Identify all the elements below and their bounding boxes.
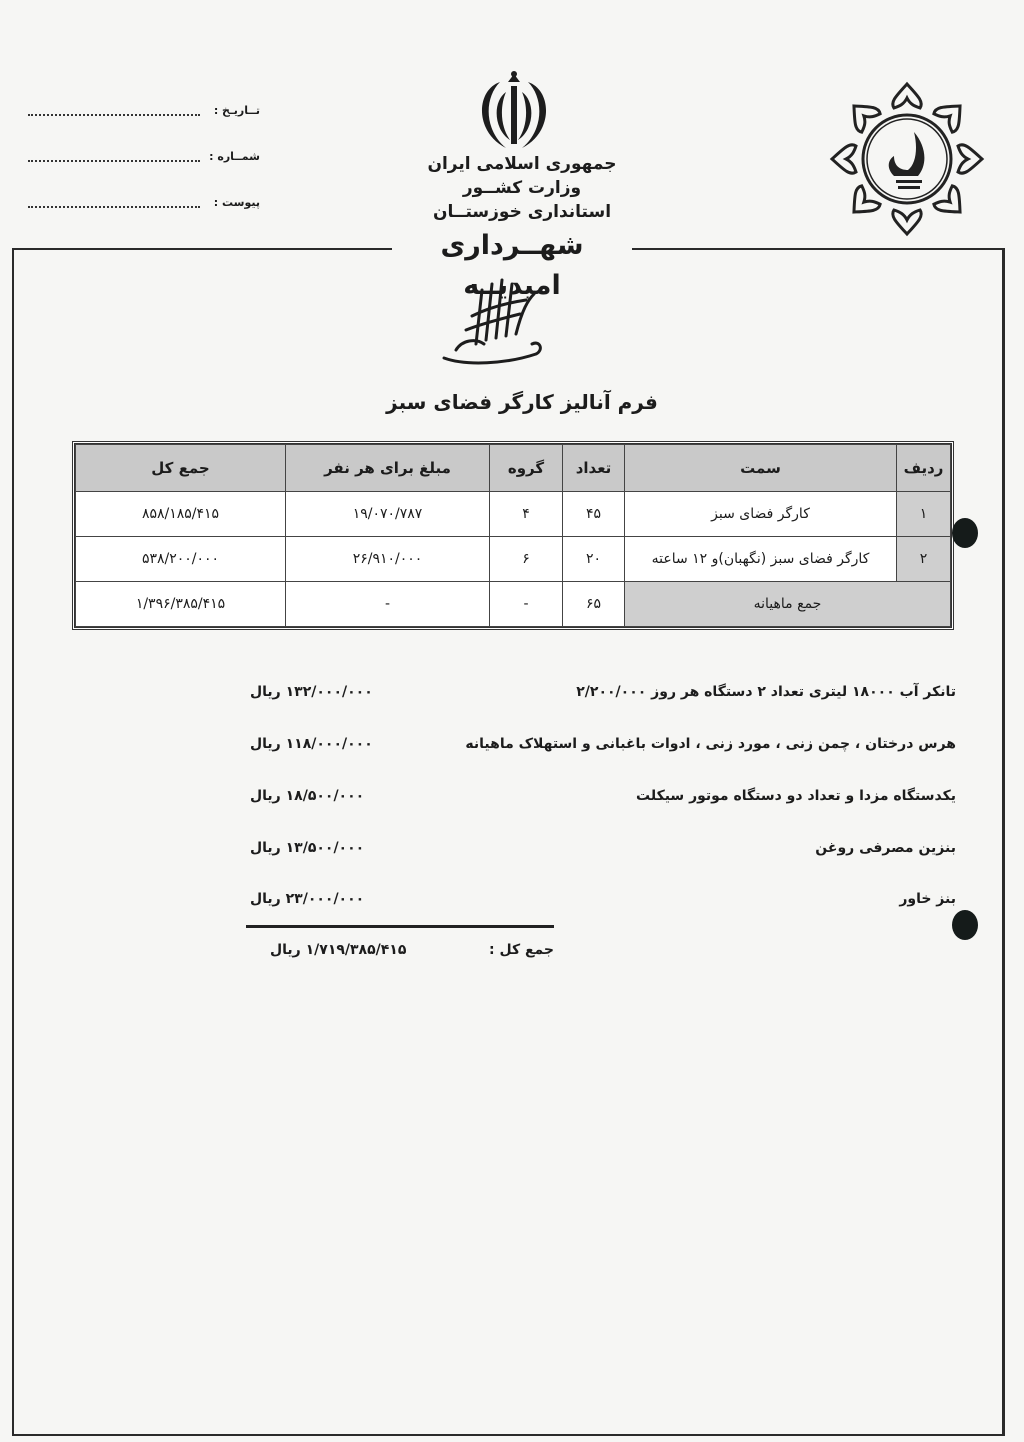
table-row xyxy=(76,492,951,537)
cell-count: ۴۵ xyxy=(563,492,625,537)
item-amount: ۱۸/۵۰۰/۰۰۰ ریال xyxy=(250,788,365,804)
item-description: بنز خاور xyxy=(899,891,956,907)
grand-total-label: جمع کل : xyxy=(488,942,554,958)
header-per-person: مبلغ برای هر نفر xyxy=(286,445,490,492)
date-label: تــاریـخ : xyxy=(213,104,260,117)
item-description: تانکر آب ۱۸۰۰۰ لیتری تعداد ۲ دستگاه هر روز ۲/۲۰۰/۰۰۰ xyxy=(576,684,956,700)
cell-position: کارگر فضای سبز xyxy=(625,492,897,537)
summary-group: - xyxy=(490,582,563,627)
governorate-name: استانداری خوزستــان xyxy=(432,202,612,222)
summary-count: ۶۵ xyxy=(563,582,625,627)
header-total: جمع کل xyxy=(76,445,286,492)
attachment-label: پیوست : xyxy=(213,196,260,209)
attachment-field xyxy=(28,196,260,214)
worker-analysis-table xyxy=(72,441,954,630)
table-row xyxy=(76,537,951,582)
country-name: جمهوری اسلامی ایران xyxy=(427,154,617,174)
municipality-flame-logo xyxy=(824,76,990,242)
punch-hole xyxy=(952,910,978,940)
ministry-name: وزارت کشــور xyxy=(462,178,582,198)
header-position: سمت xyxy=(625,445,897,492)
item-description: بنزین مصرفی روغن xyxy=(815,840,956,856)
form-title: فرم آنالیز کارگر فضای سبز xyxy=(386,390,658,414)
summary-total: ۱/۳۹۶/۳۸۵/۴۱۵ xyxy=(76,582,286,627)
item-description: یکدستگاه مزدا و تعداد دو دستگاه موتور سیکلت xyxy=(636,788,956,804)
cell-position: کارگر فضای سبز (نگهبان)و ۱۲ ساعته xyxy=(625,537,897,582)
item-amount: ۱۱۸/۰۰۰/۰۰۰ ریال xyxy=(250,736,373,752)
punch-hole xyxy=(952,518,978,548)
cell-group: ۴ xyxy=(490,492,563,537)
cell-row-number: ۱ xyxy=(897,492,951,537)
grand-total xyxy=(246,942,554,966)
cost-item xyxy=(240,684,956,708)
cell-per-person: ۱۹/۰۷۰/۷۸۷ xyxy=(286,492,490,537)
item-amount: ۲۳/۰۰۰/۰۰۰ ریال xyxy=(250,891,365,907)
number-field xyxy=(28,150,260,168)
header-count: تعداد xyxy=(563,445,625,492)
number-label: شمــاره : xyxy=(209,150,260,163)
header-group: گروه xyxy=(490,445,563,492)
table-header-row xyxy=(76,445,951,492)
grand-total-amount: ۱/۷۱۹/۳۸۵/۴۱۵ ریال xyxy=(270,942,407,958)
cell-count: ۲۰ xyxy=(563,537,625,582)
cost-item xyxy=(240,788,956,812)
header-row-number: ردیف xyxy=(897,445,951,492)
number-blank xyxy=(28,160,200,162)
date-field xyxy=(28,104,260,122)
cost-item xyxy=(240,736,956,760)
cell-per-person: ۲۶/۹۱۰/۰۰۰ xyxy=(286,537,490,582)
municipality-title: شهــرداری امیدیــه xyxy=(392,226,632,266)
date-blank xyxy=(28,114,200,116)
cell-total: ۸۵۸/۱۸۵/۴۱۵ xyxy=(76,492,286,537)
cost-item xyxy=(240,891,956,915)
summary-label: جمع ماهیانه xyxy=(625,582,951,627)
attachment-blank xyxy=(28,206,200,208)
item-description: هرس درختان ، چمن زنی ، مورد زنی ، ادوات باغبانی و استهلاک ماهیانه xyxy=(465,736,956,752)
item-amount: ۱۳/۵۰۰/۰۰۰ ریال xyxy=(250,840,365,856)
item-amount: ۱۳۲/۰۰۰/۰۰۰ ریال xyxy=(250,684,373,700)
total-divider xyxy=(246,925,554,928)
cost-item xyxy=(240,840,956,864)
cell-group: ۶ xyxy=(490,537,563,582)
table-summary-row xyxy=(76,582,951,627)
cell-row-number: ۲ xyxy=(897,537,951,582)
bismillah-calligraphy xyxy=(436,270,556,370)
iran-emblem-icon xyxy=(470,68,558,154)
summary-per-person: - xyxy=(286,582,490,627)
cell-total: ۵۳۸/۲۰۰/۰۰۰ xyxy=(76,537,286,582)
